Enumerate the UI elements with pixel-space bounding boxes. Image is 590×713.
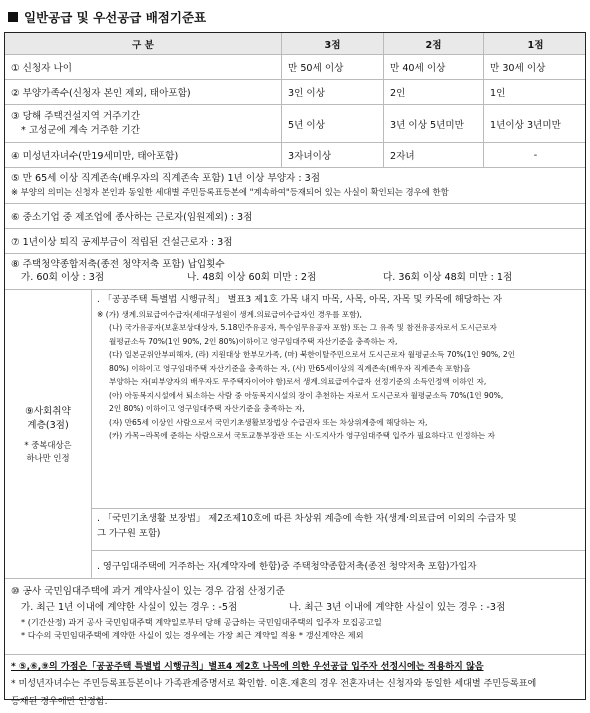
title-text: 일반공급 및 우선공급 배점기준표 (24, 10, 207, 25)
social-label-note: 하나만 인정 (26, 453, 70, 463)
social-label (5, 290, 92, 578)
social-sub2-line: 그 가구원 포함) (97, 527, 161, 539)
row10-note: * 다수의 국민임대주택에 계약한 사실이 있는 경우에는 가장 최근 계약일 적용 * 갱신계약은 제외 (21, 629, 364, 640)
row-label-line: * 고성군에 계속 거주한 기간 (21, 124, 140, 136)
social-sub1-heading: . 「공공주택 특별법 시행규칙」 별표3 제1호 가목 내지 마목, 사목, 아목, 자목 및 카목에 해당하는 자 (97, 294, 503, 305)
social-sub1 (91, 290, 585, 509)
footer-note: 등재된 경우에만 인정함. (11, 696, 108, 707)
footer-note-bold: * ⑤,⑥,⑨의 가점은「공공주택 특별법 시행규칙」별표4 제2호 나목에 의한 우선공급 입주자 선정시에는 적용하지 않음 (11, 662, 484, 672)
row-label: ① 신청자 나이 (5, 55, 282, 79)
row-label: ② 부양가족수(신청자 본인 제외, 태아포함) (5, 80, 282, 104)
list-item: (카) 가목~라목에 준하는 사람으로서 국토교통부장관 또는 시·도지사가 영구임대주택 입주가 필요하다고 인정하는 자 (109, 431, 496, 441)
table-row (5, 254, 585, 290)
table-header (5, 33, 585, 55)
social-sub3-text: . 영구임대주택에 거주하는 자(계약자에 한함)중 주택청약종합저축(종전 청약저축 포함)가입자 (97, 561, 477, 572)
row6-text: ⑥ 중소기업 중 제조업에 종사하는 근로자(임원제외) : 3점 (11, 212, 253, 223)
row-value-2pt: 3년 이상 5년미만 (384, 105, 484, 142)
social-label-note: * 중복대상은 (24, 440, 72, 451)
list-item: (나) 국가유공자(보훈보상대상자, 5.18민주유공자, 특수임무유공자 포함) 또는 그 유족 및 참전유공자로서 도시근로자 (109, 323, 497, 333)
list-item: (다) 일본군위안부피해자, (라) 지원대상 한부모가족, (마) 북한이탈주민으로서 도시근로자 월평균소득 70%(1인 90%, 2인 (109, 350, 516, 360)
table-row (5, 143, 585, 168)
header-category: 구 분 (5, 33, 282, 54)
page-title (6, 5, 206, 29)
table-row (5, 168, 585, 204)
table-row (5, 204, 585, 229)
row7-text: ⑦ 1년이상 퇴직 공제부금이 적립된 건설근로자 : 3점 (11, 237, 233, 248)
row-content (5, 168, 587, 203)
header-3pt: 3점 (282, 33, 384, 54)
table-row-social (5, 290, 585, 579)
list-item: 월평균소득 70%(1인 90%, 2인 80%)이하이고 영구임대주택 자산기준을 충족하는 자, (109, 336, 398, 346)
table-row (5, 229, 585, 254)
square-bullet-icon (8, 12, 18, 22)
social-label-line: 계층(3점) (27, 420, 69, 432)
row10-option-b: 나. 최근 3년 이내에 계약한 사실이 있는 경우 : -3점 (289, 602, 506, 614)
row-value-3pt: 5년 이상 (282, 105, 384, 142)
row-label (5, 105, 282, 142)
row-label-line: ③ 당해 주택건설지역 거주기간 (11, 110, 140, 122)
row-content (5, 254, 587, 289)
row10-line1: ⑩ 공사 국민임대주택에 과거 계약사실이 있는 경우 감점 산정기준 (11, 586, 285, 597)
row10-content (5, 582, 585, 643)
footer-note: * 미성년자녀수는 주민등록표등본이나 가족관계증명서로 확인함. 이혼.재혼의 경우 전혼자녀는 신청자와 동일한 세대별 주민등록표에 (11, 679, 537, 690)
row8-option-b: 나. 48회 이상 60회 미만 : 2점 (187, 272, 317, 284)
list-item: 80%) 이하이고 영구임대주택 자산기준을 충족하는 자, (사) 만65세이상의 직계존속(배우자 직계존속 포함)을 (109, 363, 471, 373)
row8-option-a: 가. 60회 이상 : 3점 (21, 272, 105, 284)
list-item: (자) 만65세 이상인 사람으로서 국민기초생활보장법상 수급권자 또는 차상위계층에 해당하는 자, (109, 417, 428, 427)
list-item: 2인 80%) 이하이고 영구임대주택 자산기준을 충족하는 자, (109, 404, 305, 414)
row-value-2pt: 2인 (384, 80, 484, 104)
row8-options (11, 271, 571, 285)
social-sub3 (91, 551, 585, 579)
row-value-1pt: 만 30세 이상 (490, 63, 546, 74)
list-item: 부양하는 자(피부양자의 배우자도 무주택자이어야 함)로서 생계.의료급여수급자 선정기준의 소득인정액 이하인 자, (109, 377, 487, 387)
list-item: (아) 아동복지시설에서 퇴소하는 사람 중 아동복지시설의 장이 추천하는 자로서 도시근로자 월평균소득 70%(1인 90%, (109, 390, 504, 400)
row-value-2pt: 2자녀 (384, 143, 484, 167)
header-1pt: 1점 (527, 39, 544, 51)
row8-option-c: 다. 36회 이상 48회 미만 : 1점 (383, 272, 513, 284)
row5-line2: ※ 부양의 의미는 신청자 본인과 동일한 세대별 주민등록표등본에 "계속하여"등재되어 있는 사실이 확인되는 경우에 한함 (11, 187, 449, 198)
header-2pt: 2점 (384, 33, 484, 54)
row-value-2pt: 만 40세 이상 (384, 55, 484, 79)
footer-notes (5, 657, 585, 713)
list-item: ※ (가) 생계.의료급여수급자(세대구성원이 생계.의료급여수급자인 경우를 포함), (97, 309, 362, 319)
row-value-3pt: 3인 이상 (282, 80, 384, 104)
row-value-3pt: 만 50세 이상 (282, 55, 384, 79)
social-sub2-line: . 「국민기초생활 보장법」 제2조제10호에 따른 차상위 계층에 속한 자(생계·의료급여 이외의 수급자 및 (97, 513, 517, 524)
social-label-line: ⑨사회취약 (25, 406, 71, 418)
row5-line1: ⑤ 만 65세 이상 직계존속(배우자의 직계존속 포함) 1년 이상 부양자 : 3점 (11, 173, 320, 185)
table-row (5, 55, 585, 80)
row-value-1pt: 1년이상 3년미만 (490, 119, 561, 131)
row-value-1pt: - (533, 149, 538, 161)
table-row (5, 579, 585, 655)
row8-line1: ⑧ 주택청약종합저축(종전 청약저축 포함) 납입횟수 (11, 258, 225, 270)
row-value-3pt: 3자녀이상 (282, 143, 384, 167)
row-label: ④ 미성년자녀수(만19세미만, 태아포함) (5, 143, 282, 167)
row-value-1pt: 1인 (490, 88, 506, 99)
row10-option-a: 가. 최근 1년 이내에 계약한 사실이 있는 경우 : -5점 (21, 602, 238, 614)
row10-note: * (기간산정) 과거 공사 국민임대주택 계약일로부터 당해 공급하는 국민임대주택의 입주자 모집공고일 (21, 617, 382, 628)
table-row (5, 105, 585, 143)
row10-options (11, 600, 579, 616)
table-row (5, 80, 585, 105)
social-sub1-list (97, 308, 579, 443)
score-table (4, 32, 586, 707)
social-sub2 (91, 509, 585, 551)
